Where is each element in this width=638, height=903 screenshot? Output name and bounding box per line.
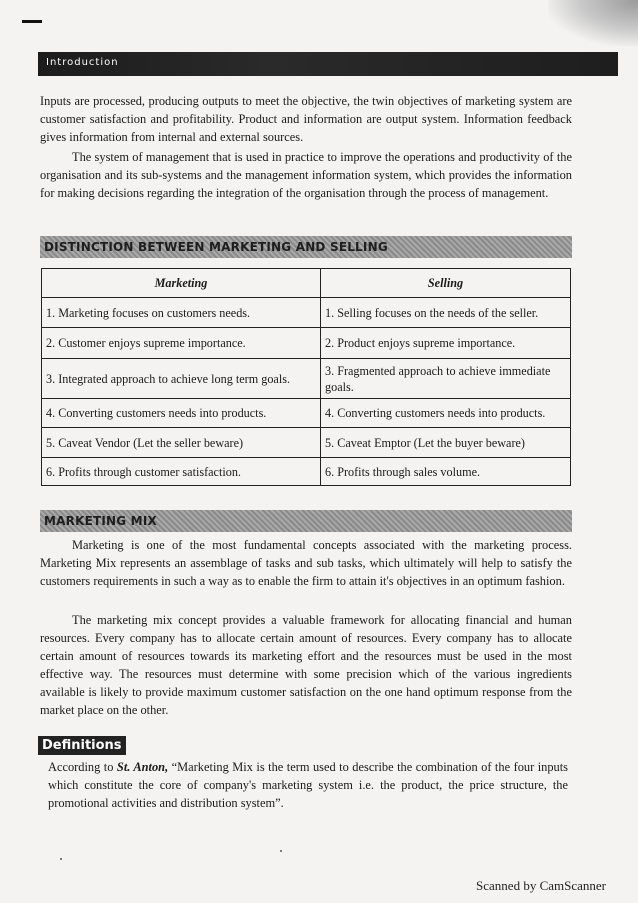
table-cell: 6. Profits through customer satisfaction. xyxy=(42,458,321,486)
table-cell: 3. Integrated approach to achieve long term goals. xyxy=(42,359,321,399)
table-cell: 5. Caveat Vendor (Let the seller beware) xyxy=(42,428,321,458)
table-row xyxy=(42,328,571,359)
distinction-heading-bar xyxy=(40,236,572,258)
chapter-header-bar xyxy=(38,52,618,76)
marketing-mix-heading-bar xyxy=(40,510,572,532)
marketing-column-header: Marketing xyxy=(42,269,321,298)
scan-speck xyxy=(60,858,62,860)
table-cell: 1. Selling focuses on the needs of the seller. xyxy=(321,298,571,328)
scanner-watermark: Scanned by CamScanner xyxy=(476,878,606,893)
definition-lead: According to xyxy=(48,760,117,774)
table-row xyxy=(42,359,571,399)
table-cell: 4. Converting customers needs into products. xyxy=(42,399,321,428)
table-cell: 3. Fragmented approach to achieve immediate goals. xyxy=(321,359,571,399)
mix-paragraph-2: The marketing mix concept provides a valuable framework for allocating financial and human resources. Every company has to allocate certain amount of resources. Every company has to allocate certain amount of resources towards its marketing effort and the resources must be used in the most effective way. The resources must determine with some precision which of the various ingredients available is likely to provide maximum customer satisfaction on the one hand optimum response from the market place on the other. xyxy=(40,613,572,717)
scan-speck xyxy=(280,850,282,852)
table-row xyxy=(42,458,571,486)
table-row xyxy=(42,428,571,458)
marketing-mix-heading: MARKETING MIX xyxy=(44,514,157,528)
definition-paragraph xyxy=(48,758,568,812)
chapter-title: Introduction xyxy=(46,57,119,68)
definition-author: St. Anton, xyxy=(116,760,169,774)
corner-mark xyxy=(22,20,42,23)
definitions-heading: Definitions xyxy=(38,736,126,755)
table-cell: 2. Product enjoys supreme importance. xyxy=(321,328,571,359)
scan-shadow xyxy=(548,0,638,46)
intro-paragraph-1: Inputs are processed, producing outputs to meet the objective, the twin objectives of marketing system are customer satisfaction and profitability. Product and information are output system. Information feedback gives information from internal and external sources. xyxy=(40,94,572,144)
selling-column-header: Selling xyxy=(321,269,571,298)
table-cell: 1. Marketing focuses on customers needs. xyxy=(42,298,321,328)
table-row xyxy=(42,298,571,328)
table-cell: 6. Profits through sales volume. xyxy=(321,458,571,486)
table-cell: 4. Converting customers needs into products. xyxy=(321,399,571,428)
table-cell: 5. Caveat Emptor (Let the buyer beware) xyxy=(321,428,571,458)
definition-quote: “Marketing Mix is the term used to describe the combination of the four inputs which constitute the core of company's marketing system i.e. the product, the price structure, the promotional activities and distribution system”. xyxy=(48,760,568,810)
table-cell: 2. Customer enjoys supreme importance. xyxy=(42,328,321,359)
intro-paragraph-2: The system of management that is used in practice to improve the operations and productivity of the organisation and its sub-systems and the management information system, which provides the information for making decisions regarding the integration of the organisation through the process of management. xyxy=(40,150,572,200)
distinction-heading: DISTINCTION BETWEEN MARKETING AND SELLING xyxy=(44,240,388,254)
table-row xyxy=(42,399,571,428)
table-header-row xyxy=(42,269,571,298)
mix-paragraph-1: Marketing is one of the most fundamental concepts associated with the marketing process. Marketing Mix represents an assemblage of tasks and sub tasks, which ultimately will help to satisfy the customers requirements in such a way as to enable the firm to attain it's objectives in an optimum fashion. xyxy=(40,538,572,588)
comparison-table xyxy=(41,268,571,486)
